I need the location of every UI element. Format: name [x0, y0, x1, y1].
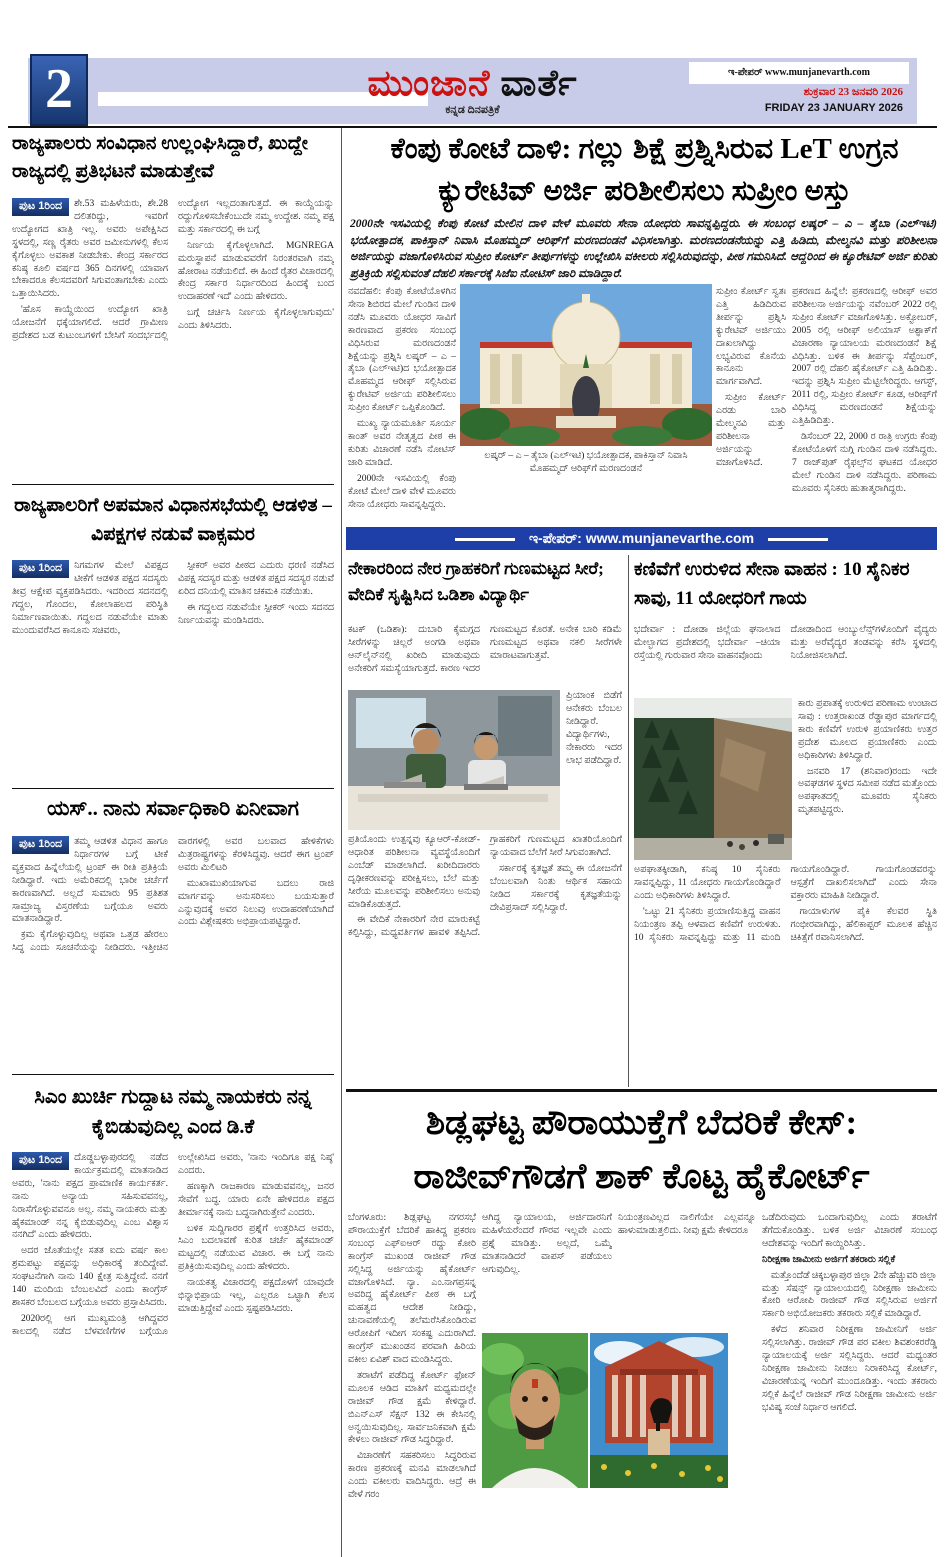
army-bp1: ಅಪಘಾತಕ್ಕೀಡಾಗಿ, ಕನಿಷ್ಠ 10 ಸೈನಿಕರು ಸಾವನ್ನಪ್ಪಿದ್ದು, 11 ಯೋಧರು ಗಾಯಗೊಂಡಿದ್ದಾರೆ ಎಂದು ಅಧಿಕಾರಿಗಳು ತಿಳಿಸಿದ್ದಾರೆ. — [634, 865, 781, 901]
weaver-platform-photo — [348, 690, 560, 830]
bottom-col4 — [762, 1212, 937, 1502]
newspaper-subtitle: ಕನ್ನಡ ದಿನಪತ್ರಿಕೆ — [445, 104, 500, 116]
title-black-part: ವಾರ್ತೆ — [500, 63, 578, 103]
article3-p1: ತಮ್ಮ ಆಡಳಿತ ವಿಧಾನ ಹಾಗೂ ನಿರ್ಧಾರಗಳ ಬಗ್ಗೆ ಟೀಕೆ ವ್ಯಕ್ತವಾದ ಹಿನ್ನೆಲೆಯಲ್ಲಿ ಟ್ರಂಪ್ ಈ ರೀತಿ ಪ್ರತಿಕ್ರಿಯೆ ನೀಡಿದ್ದಾರೆ. ಇದು ಅಮೆರಿಕದಲ್ಲಿ ಭಾರೀ ಚರ್ಚೆಗೆ ಕಾರಣವಾಗಿದೆ. ಅಲ್ಲದೆ ಸುಮಾರು 95 ಪ್ರತಿಶತ ಸಾಮ್ರಾಜ್ಯ ವಿಸ್ತರಣೆಯ ಬಗ್ಗೆಯೂ ಅವರು ಮಾತನಾಡಿದ್ದಾರೆ. — [12, 837, 168, 925]
main-col3-p2: ಸುಪ್ರೀಂ ಕೋರ್ಟ್ ಎರಡು ಬಾರಿ ಮೇಲ್ಮನವಿ ಮತ್ತು ಪರಿಶೀಲನಾ ಅರ್ಜಿಯನ್ನು ವಜಾಗೊಳಿಸಿದೆ. — [716, 393, 786, 468]
article4-p3: 2020ರಲ್ಲಿ ಆಗ ಮುಖ್ಯಮಂತ್ರಿ ಆಗಿದ್ದವರ ಕಾಲದಲ್ಲಿ ನಡೆದ ಬೆಳವಣಿಗೆಗಳ ಬಗ್ಗೆಯೂ ಉಲ್ಲೇಖಿಸಿದ ಅವರು, 'ನಾನು ಇಂದಿಗೂ ಪಕ್ಷ ನಿಷ್ಠ' ಎಂದರು. — [12, 1153, 334, 1337]
main-col1-p1: ನವದೆಹಲಿ: ಕೆಂಪು ಕೋಟೆಯೊಳಗಿನ ಸೇನಾ ಶಿಬಿರದ ಮೇಲೆ ಗುಂಡಿನ ದಾಳಿ ನಡೆಸಿ ಮೂವರು ಯೋಧರ ಸಾವಿಗೆ ಕಾರಣವಾದ ಪ್ರಕರಣ ಸಂಬಂಧ ವಿಧಿಸಿರುವ ಮರಣದಂಡನೆ ಶಿಕ್ಷೆಯನ್ನು ಪ್ರಶ್ನಿಸಿ ಲಷ್ಕರ್ – ಎ – ತೈಬಾ (ಎಲ್‌ಇಟಿ)ದ ಭಯೋತ್ಪಾದಕ ಮೊಹಮ್ಮದ ಆರೀಫ್ ಸಲ್ಲಿಸಿರುವ ಕ್ಯುರೇಟಿವ್ ಅರ್ಜಿಯ ಪರಿಶೀಲಿಸಲು ಸುಪ್ರೀಂ ಕೋರ್ಟ್ ಒಪ್ಪಿಕೊಂಡಿದೆ. — [348, 287, 456, 414]
bottom-headline-line2: ರಾಜೀವ್‌ಗೌಡಗೆ ಶಾಕ್ ಕೊಟ್ಟ ಹೈಕೋರ್ಟ್ — [413, 1157, 870, 1197]
middle-column-rule — [628, 555, 629, 1087]
article4-p1: ದೊಡ್ಡಬಳ್ಳಾಪುರದಲ್ಲಿ ನಡೆದ ಕಾರ್ಯಕ್ರಮದಲ್ಲಿ ಮಾತನಾಡಿದ ಅವರು, 'ನಾನು ಪಕ್ಷದ ಪ್ರಾಮಾಣಿಕ ಕಾರ್ಯಕರ್ತ. ನಾನು ಅನ್ಯಾಯ ಸಹಿಸುವವನಲ್ಲ, ನಿರಾಸೆಗೊಳ್ಳುವವನೂ ಅಲ್ಲ. ನಮ್ಮ ನಾಯಕರು ಮತ್ತು ಹೈಕಮಾಂಡ್ ನನ್ನ ಕೈಬಿಡುವುದಿಲ್ಲ ಎಂಬ ವಿಶ್ವಾಸ ನನಗಿದೆ' ಎಂದು ಹೇಳಿದರು. — [12, 1153, 168, 1241]
from-page1-badge: ಪುಟ 1ರಿಂದ — [12, 836, 69, 854]
bottom-col2 — [482, 1212, 612, 1328]
army-bp2: 'ಒಟ್ಟು 21 ಸೈನಿಕರು ಪ್ರಯಾಣಿಸುತ್ತಿದ್ದ ವಾಹನ ನಿಯಂತ್ರಣ ತಪ್ಪಿ ಆಳವಾದ ಕಣಿವೆಗೆ ಉರುಳಿತು. 10 ಸೈನಿಕರು ಸಾವನ್ನಪ್ಪಿದ್ದು ಮತ್ತು 11 ಮಂದಿ ಗಾಯಗೊಂಡಿದ್ದಾರೆ. ಗಾಯಗೊಂಡವರನ್ನು ಆಸ್ಪತ್ರೆಗೆ ದಾಖಲಿಸಲಾಗಿದೆ' ಎಂದು ಸೇನಾ ವಕ್ತಾರರು ಮಾಹಿತಿ ನೀಡಿದ್ದಾರೆ. — [634, 865, 937, 943]
article4-p4: ಹಣಕ್ಕಾಗಿ ರಾಜಕಾರಣ ಮಾಡುವವನಲ್ಲ, ಜನರ ಸೇವೆಗೆ ಬದ್ಧ. ಯಾರು ಏನೇ ಹೇಳಿದರೂ ಪಕ್ಷದ ತೀರ್ಮಾನಕ್ಕೆ ನಾನು ಬದ್ಧನಾಗಿರುತ್ತೇನೆ ಎಂದರು. — [178, 1181, 334, 1218]
article4-headline: ಸಿಎಂ ಖುರ್ಚಿ ಗುದ್ದಾಟ ನಮ್ಮ ನಾಯಕರು ನನ್ನ ಕೈಬಿಡುವುದಿಲ್ಲ ಎಂದ ಡಿ.ಕೆ — [34, 1086, 312, 1138]
article2-body — [12, 560, 334, 782]
masthead-band — [28, 58, 917, 124]
divider — [12, 484, 334, 485]
supreme-court-photo — [460, 284, 712, 446]
army-headline: ಕಣಿವೆಗೆ ಉರುಳಿದ ಸೇನಾ ವಾಹನ : 10 ಸೈನಿಕರ ಸಾವು, 11 ಯೋಧರಿಗೆ ಗಾಯ — [634, 559, 910, 609]
page-number: 2 — [30, 54, 88, 126]
epaper-url[interactable]: ಇ-ಪೇಪರ್ www.munjanevarth.com — [689, 62, 909, 84]
article1-p2: 'ಹೊಸ ಕಾಯ್ದೆಯಿಂದ ಉದ್ಯೋಗ ಖಾತ್ರಿ ಯೋಜನೆಗೆ ಧಕ್ಕೆಯಾಗಲಿದೆ. ಆದರೆ ಗ್ರಾಮೀಣ ಪ್ರದೇಶದ ಬಡ ಕುಟುಂಬಗಳಿಗೆ ಬೇಸಿಗೆ ಸಂದರ್ಭದಲ್ಲಿ ಉದ್ಯೋಗ ಇಲ್ಲದಂತಾಗುತ್ತದೆ. ಈ ಕಾಯ್ದೆಯನ್ನು ರದ್ದುಗೊಳಿಸಬೇಕೆಂಬುದೇ ನಮ್ಮ ಉದ್ದೇಶ. ನಮ್ಮ ಪಕ್ಷ ಮತ್ತು ಸರ್ಕಾರದಲ್ಲಿ ಈ ಬಗ್ಗೆ — [12, 199, 334, 342]
divider — [12, 788, 334, 789]
bottom-c4-subhead: ನಿರೀಕ್ಷಣಾ ಜಾಮೀನು ಅರ್ಜಿಗೆ ತಕರಾರು ಸಲ್ಲಿಕೆ — [762, 1254, 896, 1265]
article1-p1: ಶೇ.53 ಮಹಿಳೆಯರು, ಶೇ.28 ದಲಿತರಿದ್ದು, ಇವರಿಗೆ ಉದ್ಯೋಗದ ಖಾತ್ರಿ ಇಲ್ಲ. ಅವರು ಅಪೇಕ್ಷಿಸಿದ ಸ್ಥಳದಲ್ಲಿ, ಸಣ್ಣ ರೈತರು ಅವರ ಜಮೀನುಗಳಲ್ಲಿ ಕೆಲಸ ಕೈಗೊಳ್ಳಲು ಅವಕಾಶ ನೀಡಬೇಕು. ಕೇಂದ್ರ ಸರ್ಕಾರದ ಕನಿಷ್ಠ ಕೂಲಿ ವರ್ಷದ 365 ದಿನಗಳಲ್ಲಿ ಯಾವಾಗ ಬೇಕಾದರೂ ಕೆಲಸದವರಿಗೆ ಸಿಗುವಂತಾಗಬೇಕು ಎಂದು ಒತ್ತಾಯಿಸಿದರು. — [12, 199, 168, 300]
divider — [12, 1074, 334, 1075]
from-page1-badge: ಪುಟ 1ರಿಂದ — [12, 1152, 69, 1170]
rajeev-gowda-photo — [482, 1333, 588, 1488]
from-page1-badge: ಪುಟ 1ರಿಂದ — [12, 560, 69, 578]
article1-p4: ಬಗ್ಗೆ ಚರ್ಚಿಸಿ ನಿರ್ಣಯ ಕೈಗೊಳ್ಳಲಾಗುವುದು' ಎಂದು ತಿಳಿಸಿದರು. — [178, 308, 334, 332]
saree-bottom-text — [348, 834, 622, 1084]
article4-p2: ಅದರ ಜೊತೆಯಲ್ಲೇ ಸತತ ಐದು ವರ್ಷ ಕಾಲ ಶ್ರಮಪಟ್ಟು ಪಕ್ಷವನ್ನು ಅಧಿಕಾರಕ್ಕೆ ತಂದಿದ್ದೇವೆ. ಸಂಘಟನೆಗಾಗಿ ನಾನು 140 ಕ್ಷೇತ್ರ ಸುತ್ತಿದ್ದೇನೆ. ನನಗೆ 140 ಮಂದಿಯ ಬೆಂಬಲವಿದೆ ಎಂದು ಕಾಂಗ್ರೆಸ್ ಶಾಸಕರ ಬೆಂಬಲದ ಬಗ್ಗೆಯೂ ಅವರು ಪ್ರಸ್ತಾಪಿಸಿದರು. — [12, 1246, 168, 1308]
main-col1 — [348, 286, 456, 522]
article4-body — [12, 1152, 334, 1550]
saree-headline: ನೇಕಾರರಿಂದ ನೇರ ಗ್ರಾಹಕರಿಗೆ ಗುಣಮಟ್ಟದ ಸೀರೆ; ವೇದಿಕೆ ಸೃಷ್ಟಿಸಿದ ಒಡಿಶಾ ವಿದ್ಯಾರ್ಥಿ — [348, 559, 604, 604]
saree-p1: ಕಟಕ್ (ಒಡಿಶಾ): ದುಬಾರಿ ಕೈಮಗ್ಗದ ಸೀರೆಗಳನ್ನು ಚಿಲ್ಲರೆ ಅಂಗಡಿ ಅಥವಾ ಆನ್‌ಲೈನ್‌ನಲ್ಲಿ ಖರೀದಿ ಮಾಡುವುದು ಅನೇಕರಿಗೆ ಸಮಸ್ಯೆಯಾಗುತ್ತದೆ. ಕಾರಣ ಇದರ ಗುಣಮಟ್ಟದ ಕೊರತೆ. ಅನೇಕ ಬಾರಿ ಕಡಿಮೆ ಗುಣಮಟ್ಟದ ಅಥವಾ ನಕಲಿ ಸೀರೆಗಳೇ ಮಾರಾಟವಾಗುತ್ತವೆ. — [348, 625, 622, 674]
bottom-c4p1: ಒಡೆದಿರುವುದು ಒಂದಾಗುವುದಿಲ್ಲ ಎಂದು ತರಾಟೆಗೆ ತೆಗೆದುಕೊಂಡಿತ್ತು. ಬಳಿಕ ಅರ್ಜಿ ವಿಚಾರಣೆ ಸಂಬಂಧ ಆದೇಶವನ್ನು ಇಂದಿಗೆ ಕಾಯ್ದಿರಿಸಿತ್ತು. — [762, 1213, 937, 1249]
bottom-c1p2: ತರಾಟೆಗೆ ಪಡೆದಿದ್ದ ಕೋರ್ಟ್ ಫೋನ್ ಮೂಲಕ ಆಡಿದ ಮಾತಿಗೆ ಮಧ್ಯಮದಲ್ಲೇ ರಾಜೀವ್ ಗೌಡ ಕ್ಷಮೆ ಕೇಳಿದ್ದಾರೆ. ಬಿಎನ್‌ಎಸ್ ಸೆಕ್ಷನ್ 132 ಈ ಕೇಸಿನಲ್ಲಿ ಅನ್ವಯಿಸುವುದಿಲ್ಲ. ಸಾರ್ವಜನಿಕವಾಗಿ ಕ್ಷಮೆ ಕೇಳಲು ರಾಜೀವ್ ಗೌಡ ಸಿದ್ಧರಿದ್ದಾರೆ. — [348, 1370, 476, 1446]
bottom-rule — [346, 1089, 937, 1092]
saree-top-text — [348, 624, 622, 688]
main-col3 — [716, 286, 786, 522]
article2-p1: ನಿಗಮಗಳ ಮೇಲೆ ವಿಪಕ್ಷದ ಟೀಕೆಗೆ ಆಡಳಿತ ಪಕ್ಷದ ಸದಸ್ಯರು ತೀವ್ರ ಆಕ್ಷೇಪ ವ್ಯಕ್ತಪಡಿಸಿದರು. ಇದರಿಂದ ಸದನದಲ್ಲಿ ಗದ್ದಲ, ಗೊಂದಲ, ಕೋಲಾಹಲದ ಪರಿಸ್ಥಿತಿ ನಿರ್ಮಾಣವಾಯಿತು. ಗದ್ದಲದ ನಡುವೆಯೇ ಮಾತು ಮುಂದುವರೆಸಿದ ಕಾನೂನು ಸಚಿವರು, — [12, 561, 168, 636]
article1-headline: ರಾಜ್ಯಪಾಲರು ಸಂವಿಧಾನ ಉಲ್ಲಂಘಿಸಿದ್ದಾರೆ, ಖುದ್ದೇ ರಾಜ್ಯದಲ್ಲಿ ಪ್ರತಿಭಟನೆ ಮಾಡುತ್ತೇವೆ — [12, 133, 308, 182]
article3-p2: ಕ್ರಮ ಕೈಗೊಳ್ಳುವುದಿಲ್ಲ ಅಥವಾ ಒತ್ತಡ ಹೇರಲು ಸಿದ್ಧ ಎಂದು ಸೂಚನೆಯನ್ನು ನೀಡಿದರು. ಇತ್ತೀಚಿನ ವಾರಗಳಲ್ಲಿ ಅವರ ಬಲವಾದ ಹೇಳಿಕೆಗಳು ಮಿತ್ರರಾಷ್ಟ್ರಗಳನ್ನು ಕೆರಳಿಸಿದ್ದವು. ಆದರೆ ಈಗ ಟ್ರಂಪ್ ಅವರು ಮಿಲಿಟರಿ — [12, 837, 334, 954]
article4-p6: ನಾಯಕತ್ವ ವಿಚಾರದಲ್ಲಿ ಪಕ್ಷದೊಳಗೆ ಯಾವುದೇ ಭಿನ್ನಾಭಿಪ್ರಾಯ ಇಲ್ಲ, ಎಲ್ಲರೂ ಒಟ್ಟಾಗಿ ಕೆಲಸ ಮಾಡುತ್ತಿದ್ದೇವೆ ಎಂದು ಸ್ಪಷ್ಟಪಡಿಸಿದರು. — [178, 1278, 334, 1314]
army-bp3: ಗಾಯಾಳುಗಳ ಪೈಕಿ ಕೆಲವರ ಸ್ಥಿತಿ ಗಂಭೀರವಾಗಿದ್ದು, ಹೆಲಿಕಾಪ್ಟರ್ ಮೂಲಕ ಹೆಚ್ಚಿನ ಚಿಕಿತ್ಸೆಗೆ ರವಾನಿಸಲಾಗಿದೆ. — [790, 906, 937, 943]
bottom-headline — [346, 1096, 937, 1205]
article2-headline: ರಾಜ್ಯಪಾಲರಿಗೆ ಅಪಮಾನ ವಿಧಾನಸಭೆಯಲ್ಲಿ ಆಡಳಿತ – ವಿಪಕ್ಷಗಳ ನಡುವೆ ವಾಕ್ಸಮರ — [14, 495, 332, 545]
main-headline: ಕೆಂಪು ಕೋಟೆ ದಾಳಿ: ಗಲ್ಲು ಶಿಕ್ಷೆ ಪ್ರಶ್ನಿಸಿರುವ LeT ಉಗ್ರನ ಕ್ಯುರೇಟಿವ್ ಅರ್ಜಿ ಪರಿಶೀಲಿಸಲು ಸುಪ್ರೀಂ ಅಸ್ತು — [390, 133, 899, 208]
bottom-c2p1: ಆಗಿದ್ದ ನ್ಯಾಯಾಲಯ, ಅರ್ಜಿದಾರನಿಗೆ ಮಹಿಳೆಯರೆಂದರೆ ಗೌರವ ಇಲ್ಲವೇ ಎಂದು ಪ್ರಶ್ನೆ ಮಾಡಿತ್ತು. ಅಲ್ಲದೆ, ಒಮ್ಮೆ ಮಾತನಾಡಿದರೆ ವಾಪಸ್ ಪಡೆಯಲು ಆಗುವುದಿಲ್ಲ. — [482, 1213, 612, 1275]
left-column-rule — [341, 128, 342, 1557]
bottom-c1p3: ವಿಚಾರಣೆಗೆ ಸಹಕರಿಸಲು ಸಿದ್ಧರಿರುವ ಕಾರಣ ಪ್ರಕರಣಕ್ಕೆ ಮನವಿ ಮಾಡಲಾಗಿದೆ ಎಂದು ವಕೀಲರು ವಾದಿಸಿದ್ದರು. ಆದ್ರೆ ಈ ವೇಳೆ ಗರಂ — [348, 1451, 476, 1501]
article2-p3: ಈ ಗದ್ದಲದ ನಡುವೆಯೇ ಸ್ಪೀಕರ್ ಇಂದು ಸದನದ ನಿರ್ಣಯವನ್ನು ಮಂಡಿಸಿದರು. — [178, 602, 334, 626]
main-col4-p2: ಡಿಸೆಂಬರ್ 22, 2000 ರ ರಾತ್ರಿ ಉಗ್ರರು ಕೆಂಪು ಕೋಟೆಯೊಳಗೆ ನುಗ್ಗಿ ಗುಂಡಿನ ದಾಳಿ ನಡೆಸಿದ್ದರು. 7 ರಾಜ್‌ಪುತ್ ರೈಫಲ್ಸ್‌ನ ಘಟಕದ ಯೋಧರ ಮೇಲೆ ಗುಂಡಿನ ದಾಳಿ ನಡೆಸಿದ್ದರು. ಪರಿಣಾಮ ಮೂವರು ಸೈನಿಕರು ಹುತಾತ್ಮರಾಗಿದ್ದರು. — [792, 431, 937, 494]
bottom-c1p1: ಬೆಂಗಳೂರು: ಶಿಡ್ಲಘಟ್ಟ ನಗರಸಭೆ ಪೌರಾಯುಕ್ತೆಗೆ ಬೆದರಿಕೆ ಹಾಕಿದ್ದ ಪ್ರಕರಣ ಸಂಬಂಧ ಎಫ್‌ಐಆರ್ ರದ್ದು ಕೋರಿ ಕಾಂಗ್ರೆಸ್ ಮುಖಂಡ ರಾಜೀವ್ ಗೌಡ ಸಲ್ಲಿಸಿದ್ದ ಅರ್ಜಿಯನ್ನು ಹೈಕೋರ್ಟ್ ವಜಾಗೊಳಿಸಿದೆ. ನ್ಯಾ. ಎಂ.ನಾಗಪ್ರಸನ್ನ ಅವರಿದ್ದ ಹೈಕೋರ್ಟ್ ಪೀಠ ಈ ಬಗ್ಗೆ ಮಹತ್ವದ ಆದೇಶ ನೀಡಿದ್ದು, ಚುನಾವಣೆಯಲ್ಲಿ ತಲೆಮರೆಸಿಕೊಂಡಿರುವ ಆರೋಪಿಗೆ ಇದೀಗ ಸಂಕಷ್ಟ ಎದುರಾಗಿದೆ. ಕಾಂಗ್ರೆಸ್ ಮುಖಂಡನ ಪರವಾಗಿ ಹಿರಿಯ ವಕೀಲ ಏವಿಶ್ ವಾದ ಮಂಡಿಸಿದ್ದರು. — [348, 1213, 476, 1365]
epaper-url-bar[interactable] — [346, 527, 937, 550]
article3-body — [12, 836, 334, 1068]
bottom-headline-line1: ಶಿಡ್ಲಘಟ್ಟ ಪೌರಾಯುಕ್ತೆಗೆ ಬೆದರಿಕೆ ಕೇಸ್: — [425, 1103, 858, 1142]
bottom-c4p2: ಮತ್ತೊಂದೆಡೆ ಚಿಕ್ಕಬಳ್ಳಾಪುರ ಜಿಲ್ಲಾ 2ನೇ ಹೆಚ್ಚುವರಿ ಜಿಲ್ಲಾ ಮತ್ತು ಸೆಷನ್ಸ್ ನ್ಯಾಯಾಲಯದಲ್ಲಿ ನಿರೀಕ್ಷಣಾ ಜಾಮೀನು ಕೋರಿ ಆರೋಪಿ ರಾಜೀವ್ ಗೌಡ ಸಲ್ಲಿಸಿರುವ ಅರ್ಜಿಗೆ ಸರ್ಕಾರಿ ಅಭಿಯೋಜಕರು ತಕರಾರು ಸಲ್ಲಿಕೆ ಮಾಡಿದ್ದಾರೆ. — [762, 1270, 937, 1320]
bottom-c4p3: ಕಳೆದ ಶನಿವಾರ ನಿರೀಕ್ಷಣಾ ಜಾಮೀನಿಗೆ ಅರ್ಜಿ ಸಲ್ಲಿಸಲಾಗಿತ್ತು. ರಾಜೀವ್ ಗೌಡ ಪರ ವಕೀಲ ಶಿವಶಂಕರರೆಡ್ಡಿ ನ್ಯಾಯಾಲಯಕ್ಕೆ ಅರ್ಜಿ ಸಲ್ಲಿಸಿದ್ದರು. ಆದರೆ ಮಧ್ಯಂತರ ನಿರೀಕ್ಷಣಾ ಜಾಮೀನು ನೀಡಲು ನಿರಾಕರಿಸಿದ್ದ ಕೋರ್ಟ್, ವಿಚಾರಣೆಯನ್ನ ಇಂದಿಗೆ ಮುಂದೂಡಿತ್ತು. ಇಂದು ತಕರಾರು ಸಲ್ಲಿಕೆ ಹಿನ್ನೆಲೆ ರಾಜೀವ್ ಗೌಡ ನಿರೀಕ್ಷಣಾ ಜಾಮೀನು ಅರ್ಜಿ ಭವಿಷ್ಯ ಸಂಜೆ ನಿರ್ಧಾರ ಆಗಲಿದೆ. — [762, 1325, 937, 1413]
saree-side-p1: ಪ್ರಿಯಾಂಕ ಬಿಡೆಗೆ ಆನೇಕರು ಬೆಂಬಲ ನೀಡಿದ್ದಾರೆ. ವಿದ್ಯಾರ್ಥಿಗಳು, ನೇಕಾರರು ಇದರ ಲಾಭ ಪಡೆದಿದ್ದಾರೆ. — [566, 691, 622, 766]
article2-p2: ಸ್ಪೀಕರ್ ಅವರ ಪೀಠದ ಎದುರು ಧರಣಿ ನಡೆಸಿದ ವಿಪಕ್ಷ ಸದಸ್ಯರ ಮತ್ತು ಆಡಳಿತ ಪಕ್ಷದ ಸದಸ್ಯರ ನಡುವೆ ಏರಿದ ದನಿಯಲ್ಲಿ ಮಾತಿನ ಚಕಮಕಿ ನಡೆಯಿತು. — [178, 561, 334, 597]
main-intro: 2000ನೇ ಇಸವಿಯಲ್ಲಿ ಕೆಂಪು ಕೋಟೆ ಮೇಲಿನ ದಾಳಿ ವೇಳೆ ಮೂವರು ಸೇನಾ ಯೋಧರು ಸಾವನ್ನಪ್ಪಿದ್ದರು. ಈ ಸಂಬಂಧ ಲಷ್ಕರ್ – ಎ – ತೈಬಾ (ಎಲ್‌ಇಟಿ) ಭಯೋತ್ಪಾದಕ, ಪಾಕಿಸ್ತಾನ್ ನಿವಾಸಿ ಮೊಹಮ್ಮದ್ ಆರಿಫ್‌ಗೆ ಮರಣದಂಡನೆ ವಿಧಿಸಲಾಗಿತ್ತು. ಮರಣದಂಡನೆಯನ್ನು ಎತ್ತಿ ಹಿಡಿದು, ಮೇಲ್ಮನವಿ ಮತ್ತು ಪರಿಶೀಲನಾ ಅರ್ಜಿಯನ್ನು ವಜಾಗೊಳಿಸಿರುವ ಸುಪ್ರೀಂ ಕೋರ್ಟ್ ತೀರ್ಪುಗಳನ್ನು ಉಲ್ಲೇಖಿಸಿ ವಕೀಲರು ಸಲ್ಲಿಸಿರುವುದನ್ನು, ಪೀಠ ಗಮನಿಸಿದೆ. ಆದ್ದರಿಂದ ಈ ಕ್ಯೂರೇಟಿವ್ ಅರ್ಜಿ ಕುರಿತು ಪ್ರತಿಕ್ರಿಯೆ ಸಲ್ಲಿಸುವಂತೆ ದೆಹಲಿ ಸರ್ಕಾರಕ್ಕೆ ಸಿಜೆಐ ನೋಟಿಸ್ ಜಾರಿ ಮಾಡಿದ್ದಾರೆ. — [350, 218, 937, 281]
title-red-part: ಮುಂಜಾನೆ — [367, 63, 491, 103]
main-col4-p1: ಪ್ರಕರಣದ ಹಿನ್ನೆಲೆ: ಪ್ರಕರಣದಲ್ಲಿ ಆರೀಫ್ ಅವರ ಪರಿಶೀಲನಾ ಅರ್ಜಿಯನ್ನು ನವೆಂಬರ್ 2022 ರಲ್ಲಿ ಸುಪ್ರೀಂ ಕೋರ್ಟ್ ವಜಾಗೊಳಿಸಿತ್ತು. ಅಕ್ಟೋಬರ್, 2005 ರಲ್ಲಿ ಆರೀಫ್ ಅಲಿಯಾಸ್ ಅಶ್ಫಾಕ್‌ಗೆ ವಿಚಾರಣಾ ನ್ಯಾಯಾಲಯ ಮರಣದಂಡನೆ ಶಿಕ್ಷೆ ವಿಧಿಸಿತ್ತು. ಬಳಿಕ ಈ ತೀರ್ಪನ್ನು ಸೆಪ್ಟೆಂಬರ್, 2007 ರಲ್ಲಿ ದೆಹಲಿ ಹೈಕೋರ್ಟ್ ಎತ್ತಿ ಹಿಡಿದಿತ್ತು. ಇದನ್ನು ಪ್ರಶ್ನಿಸಿ ಸುಪ್ರೀಂ ಮೆಟ್ಟಿಲೇರಿದ್ದರು. ಆಗಸ್ಟ್, 2011 ರಲ್ಲಿ, ಸುಪ್ರೀಂ ಕೋರ್ಟ್ ಕೂಡ, ಆರೀಫ್‌ಗೆ ವಿಧಿಸಿದ್ದ ಮರಣದಂಡನೆ ಶಿಕ್ಷೆಯನ್ನು ಎತ್ತಿಹಿಡಿದಿತ್ತು. — [792, 287, 937, 427]
main-col1-p3: 2000ನೇ ಇಸವಿಯಲ್ಲಿ ಕೆಂಪು ಕೋಟೆ ಮೇಲೆ ದಾಳಿ ವೇಳೆ ಮೂವರು ಸೇನಾ ಯೋಧರು ಸಾವನ್ನಪ್ಪಿದ್ದರು. — [348, 473, 456, 510]
army-p2: ದೋಡಾದಿಂದ ಆಂಬ್ಯುಲೆನ್ಸ್‌ಗಳೊಂದಿಗೆ ವೈದ್ಯರು ಮತ್ತು ಅರೆವೈದ್ಯರ ತಂಡವನ್ನು ಕರೆಸಿ ಸ್ಥಳದಲ್ಲಿ ನಿಯೋಜಿಸಲಾಗಿದೆ. — [790, 625, 937, 661]
date-english: FRIDAY 23 JANUARY 2026 — [764, 102, 903, 114]
urlbar-text[interactable]: ಇ-ಪೇಪರ್: www.munjanevarthe.com — [528, 530, 755, 546]
article1-body — [12, 198, 334, 476]
army-side-p1: ಕಾರು ಪ್ರಪಾತಕ್ಕೆ ಉರುಳಿದ ಪರಿಣಾಮ ಉಂಟಾದ ಸಾವು : ಉತ್ತರಾಖಂಡ ರೆಡ್ಡಾಪುರ ಮಾರ್ಗದಲ್ಲಿ ಕಾರು ಕಣಿವೆಗೆ ಉರುಳಿ ಪ್ರಯಾಣಿಕರು ಉತ್ತರ ಪ್ರದೇಶ ಮೂಲದ ಪ್ರಯಾಣಿಕರು ಎಂದು ಅಧಿಕಾರಿಗಳು ತಿಳಿಸಿದ್ದಾರೆ. — [798, 699, 937, 761]
mountain-accident-photo — [634, 698, 792, 860]
saree-bp1: ಪ್ರತಿಯೊಂದು ಉತ್ಪನ್ನವು ಕ್ಯೂಆರ್-ಕೋಡ್-ಆಧಾರಿತ ಪರಿಶೀಲನಾ ವ್ಯವಸ್ಥೆಯೊಂದಿಗೆ ಎಂಬೆಡ್ ಮಾಡಲಾಗಿದೆ. ಖರೀದಿದಾರರು ದೃಢೀಕರಣವನ್ನು ಪರೀಕ್ಷಿಸಲು, ಬೆಲೆ ಮತ್ತು ಸೀರೆಯ ಮೂಲವನ್ನು ಪರಿಶೀಲಿಸಲು ಅನುವು ಮಾಡಿಕೊಡುತ್ತದೆ. — [348, 835, 480, 910]
saree-bp3: ಸರ್ಕಾರಕ್ಕೆ ಕೃತಜ್ಞತೆ ತಮ್ಮ ಈ ಯೋಜನೆಗೆ ಬೆಂಬಲವಾಗಿ ನಿಂತು ಆರ್ಥಿಕ ಸಹಾಯ ನೀಡಿದ ಸರ್ಕಾರಕ್ಕೆ ಕೃತಜ್ಞತೆಯನ್ನು ದೇವಿಪ್ರಸಾದ್ ಸಲ್ಲಿಸಿದ್ದಾರೆ. — [490, 863, 622, 913]
saree-bp2: ಈ ವೇದಿಕೆ ನೇಕಾರರಿಗೆ ನೇರ ಮಾರುಕಟ್ಟೆ ಕಲ್ಪಿಸಿದ್ದು, ಮಧ್ಯವರ್ತಿಗಳ ಹಾವಳಿ ತಪ್ಪಿಸಿದೆ. ಗ್ರಾಹಕರಿಗೆ ಗುಣಮಟ್ಟದ ಖಾತರಿಯೊಂದಿಗೆ ನ್ಯಾಯವಾದ ಬೆಲೆಗೆ ಸೀರೆ ಸಿಗುವಂತಾಗಿದೆ. — [348, 835, 622, 939]
urlbar-dash-right — [768, 538, 828, 541]
article3-p3: ಮುಖಾಮುಖಿಯಾಗುವ ಬದಲು ರಾಜಿ ಮಾರ್ಗವನ್ನು ಅನುಸರಿಸಲು ಬಯಸುತ್ತಾರೆ ಎನ್ನುವುದಕ್ಕೆ ಅವರ ನಿಲುವು ಉದಾಹರಣೆಯಾಗಿದೆ ಎಂದು ವಿಶ್ಲೇಷಕರು ಅಭಿಪ್ರಾಯಪಟ್ಟಿದ್ದಾರೆ. — [178, 878, 334, 928]
saree-side-text — [566, 690, 622, 830]
from-page1-badge: ಪುಟ 1ರಿಂದ — [12, 198, 69, 216]
army-p1: ಭದೇರ್ವಾ : ದೋಡಾ ಜಿಲ್ಲೆಯ ಘನಾಲಾದ ಮೇಲ್ಭಾಗದ ಪ್ರದೇಶದಲ್ಲಿ ಭದೇರ್ವಾ –ಚಿಯಾ ರಸ್ತೆಯಲ್ಲಿ ಗುರುವಾರ ಸೇನಾ ವಾಹನವೊಂದು — [634, 625, 781, 661]
high-court-photo — [590, 1333, 728, 1488]
army-side-text — [798, 698, 937, 860]
article3-headline: ಯಸ್.. ನಾನು ಸರ್ವಾಧಿಕಾರಿ ಏನೀವಾಗ — [46, 796, 300, 820]
urlbar-dash-left — [455, 538, 515, 541]
main-col4 — [792, 286, 937, 522]
main-photo-caption: ಲಷ್ಕರ್ – ಎ – ತೈಬಾ (ಎಲ್‌ಇಟಿ) ಭಯೋತ್ಪಾದಕ, ಪಾಕಿಸ್ತಾನ್ ನಿವಾಸಿ ಮೊಹಮ್ಮದ್ ಆರಿಫ್‌ಗೆ ಮರಣದಂಡನೆ — [484, 451, 688, 474]
bottom-col1 — [348, 1212, 476, 1548]
army-top-text — [634, 624, 937, 694]
bottom-col3 — [618, 1212, 756, 1328]
army-bottom-text — [634, 864, 937, 1084]
date-kannada: ಶುಕ್ರವಾರ 23 ಜನವರಿ 2026 — [803, 86, 903, 98]
article4-p5: ಬಳಿಕ ಸುದ್ದಿಗಾರರ ಪ್ರಶ್ನೆಗೆ ಉತ್ತರಿಸಿದ ಅವರು, ಸಿಎಂ ಬದಲಾವಣೆ ಕುರಿತ ಚರ್ಚೆ ಹೈಕಮಾಂಡ್ ಮಟ್ಟದಲ್ಲಿ ನಡೆಯುವ ವಿಚಾರ. ಈ ಬಗ್ಗೆ ನಾನು ಪ್ರತಿಕ್ರಿಯಿಸುವುದಿಲ್ಲ ಎಂದು ಹೇಳಿದರು. — [178, 1223, 334, 1273]
main-col1-p2: ಮುಖ್ಯ ನ್ಯಾಯಮೂರ್ತಿ ಸೂರ್ಯ ಕಾಂತ್ ಅವರ ನೇತೃತ್ವದ ಪೀಠ ಈ ಕುರಿತು ವಿಚಾರಣೆ ನಡೆಸಿ ನೋಟಿಸ್ ಜಾರಿ ಮಾಡಿದೆ. — [348, 419, 456, 468]
main-col3-p1: ಸುಪ್ರೀಂ ಕೋರ್ಟ್ ಸ್ವತಃ ಎತ್ತಿ ಹಿಡಿದಿರುವ ತೀರ್ಪನ್ನು ಪ್ರಶ್ನಿಸಿ ಕ್ಯುರೇಟಿವ್ ಅರ್ಜಿಯು ದಾಖಲಾಗಿದ್ದು ಲಭ್ಯವಿರುವ ಕೊನೆಯ ಕಾನೂನು ಮಾರ್ಗವಾಗಿದೆ. — [716, 287, 786, 388]
article1-p3: ನಿರ್ಣಯ ಕೈಗೊಳ್ಳಲಾಗಿದೆ. MGNREGA ಮರುಸ್ಥಾಪನೆ ಮಾಡುವವರೆಗೆ ನಿರಂತರವಾಗಿ ನಮ್ಮ ಹೋರಾಟ ನಡೆಯಲಿದೆ. ಈ ಹಿಂದೆ ರೈತರ ವಿಚಾರದಲ್ಲಿ ಕೇಂದ್ರ ಸರ್ಕಾರ ನಿರ್ಧಾರದಿಂದ ಹಿಂದಕ್ಕೆ ಬಂದ ಉದಾಹರಣೆ ಇದೆ' ಎಂದು ಹೇಳಿದರು. — [178, 240, 334, 303]
army-side-p2: ಜನವರಿ 17 (ಶನಿವಾರ)ರಂದು ಇದೇ ಅವಘಡಗಳ ಸ್ಥಳದ ಸಮೀಪ ನಡೆದ ಮತ್ತೊಂದು ಅಪಘಾತದಲ್ಲಿ ಮೂವರು ಸೈನಿಕರು ಮೃತಪಟ್ಟಿದ್ದರು. — [798, 766, 937, 816]
bottom-c3p1: ನಿಯಂತ್ರಣವಿಲ್ಲದ ನಾಲಿಗೆಯೇ ಎಲ್ಲವನ್ನೂ ಹಾಳುಮಾಡುತ್ತಲಿದು. ನೀವು ಕ್ಷಮೆ ಕೇಳಿದರೂ — [618, 1213, 756, 1236]
